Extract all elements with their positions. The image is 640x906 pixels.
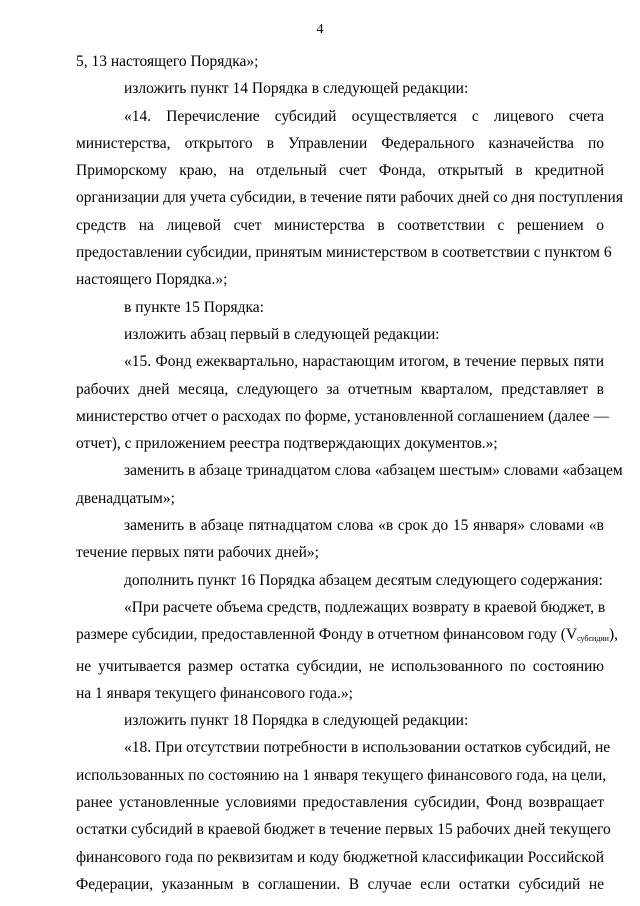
text-line: заменить в абзаце тринадцатом слова «абзацем шестым» словами «абзацем (124, 462, 623, 480)
text-line: финансового года по реквизитам и коду бюджетной классификации Российской (76, 848, 604, 866)
paragraph-clause-14 (76, 103, 623, 294)
text-line: изложить пункт 14 Порядка в следующей редакции: (124, 80, 469, 98)
text-line: организации для учета субсидии, в течение пяти рабочих дней со дня поступления (76, 189, 623, 207)
text-line: министерства, открытого в Управлении Федерального казначейства по (76, 134, 604, 152)
text-line: течение первых пяти рабочих дней»; (76, 544, 319, 562)
text-line: отчет), с приложением реестра подтверждающих документов.»; (76, 435, 498, 453)
paragraph-instruction-16 (76, 567, 604, 594)
paragraph-replace-15 (76, 512, 604, 567)
paragraph-instruction-15-abzac (76, 321, 604, 348)
document-body (76, 48, 623, 898)
paragraph-replace-13 (76, 457, 623, 512)
text-line: двенадцатым»; (76, 489, 175, 507)
text-line: остатки субсидий в краевой бюджет в течение первых 15 рабочих дней текущего (76, 821, 611, 839)
paragraph-instruction-15 (76, 294, 604, 321)
text-line: министерство отчет о расходах по форме, установленной соглашением (далее — (76, 407, 610, 425)
text-line: не учитывается размер остатка субсидии, не использованного по состоянию (76, 657, 604, 675)
text-line: использованных по состоянию на 1 января текущего финансового года, на цели, (76, 766, 607, 784)
text-line: предоставлении субсидии, принятым министерством в соответствии с пунктом 6 (76, 244, 612, 262)
text-line: на 1 января текущего финансового года.»; (76, 684, 353, 702)
page-number: 4 (316, 22, 324, 37)
text-fragment: ), (608, 626, 618, 644)
text-line: изложить абзац первый в следующей редакции: (124, 325, 440, 343)
text-line: ранее установленные условиями предоставления субсидии, Фонд возвращает (76, 794, 604, 812)
text-line: рабочих дней месяца, следующего за отчетным кварталом, представляет в (76, 380, 604, 398)
text-line: «14. Перечисление субсидий осуществляется с лицевого счета (124, 107, 604, 125)
text-line: Федерации, указанным в соглашении. В случае если остатки субсидий не (76, 875, 604, 893)
text-fragment: размере субсидии, предоставленной Фонду в отчетном финансовом году (V (76, 626, 578, 644)
text-line: 5, 13 настоящего Порядка»; (76, 53, 259, 70)
paragraph-clause-15 (76, 348, 610, 457)
paragraph-continuation (76, 48, 604, 75)
text-line: средств на лицевой счет министерства в соответствии с решением о (76, 216, 604, 234)
text-line: в пункте 15 Порядка: (124, 298, 264, 316)
text-line: дополнить пункт 16 Порядка абзацем десятым следующего содержания: (124, 571, 603, 589)
paragraph-instruction-18 (76, 707, 604, 734)
paragraph-clause-18 (76, 734, 611, 898)
subscript-text: субсидии (577, 634, 609, 644)
paragraph-instruction-14 (76, 75, 604, 102)
text-line: «При расчете объема средств, подлежащих возврату в краевой бюджет, в (124, 598, 606, 616)
text-line: заменить в абзаце пятнадцатом слова «в срок до 15 января» словами «в (124, 517, 604, 535)
text-line: настоящего Порядка.»; (76, 271, 228, 289)
text-line: изложить пункт 18 Порядка в следующей редакции: (124, 712, 469, 730)
text-line: «15. Фонд ежеквартально, нарастающим итогом, в течение первых пяти (124, 353, 604, 371)
text-line: Приморскому краю, на отдельный счет Фонда, открытый в кредитной (76, 162, 604, 180)
text-line: «18. При отсутствии потребности в использовании остатков субсидий, не (124, 739, 611, 757)
text-line-with-subscript (76, 621, 618, 652)
paragraph-clause-16 (76, 594, 618, 707)
